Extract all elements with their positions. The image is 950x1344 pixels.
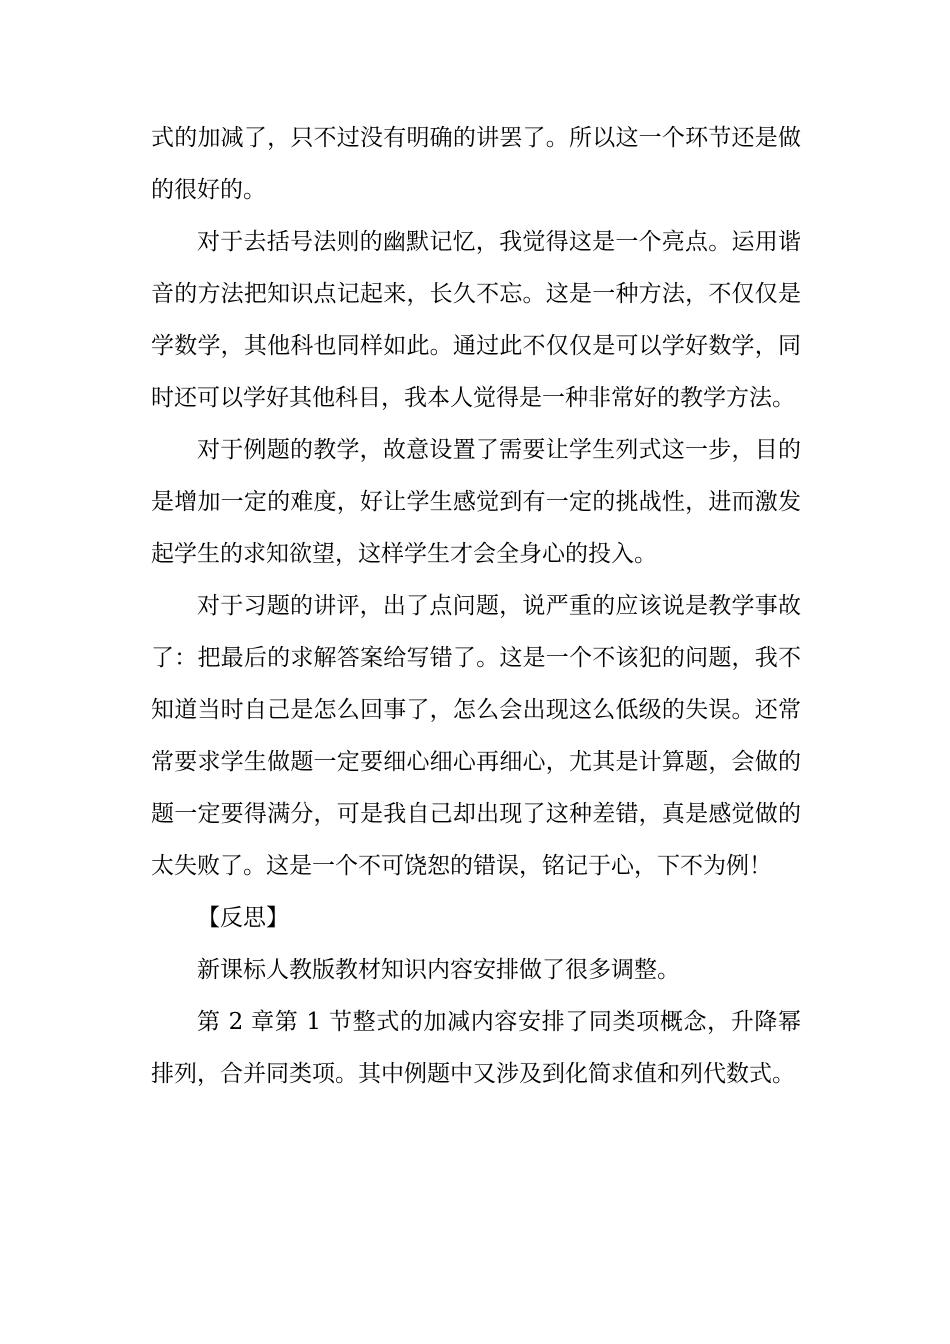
paragraph-bracket-rule-memory: 对于去括号法则的幽默记忆，我觉得这是一个亮点。运用谐音的方法把知识点记起来，长久不忘。这是一种方法，不仅仅是学数学，其他科也同样如此。通过此不仅仅是可以学好数学，同时还可以学好其他科目，我本人觉得是一种非常好的教学方法。 (151, 229, 801, 411)
document-body (151, 112, 801, 1100)
paragraph-chapter-content: 第 2 章第 1 节整式的加减内容安排了同类项概念，升降幂排列，合并同类项。其中例题中又涉及到化简求值和列代数式。 (151, 1009, 801, 1087)
section-heading-reflection: 【反思】 (197, 905, 289, 931)
paragraph-continuation: 式的加减了，只不过没有明确的讲罢了。所以这一个环节还是做的很好的。 (151, 125, 801, 203)
paragraph-example-teaching: 对于例题的教学，故意设置了需要让学生列式这一步，目的是增加一定的难度，好让学生感觉到有一定的挑战性，进而激发起学生的求知欲望，这样学生才会全身心的投入。 (151, 437, 801, 567)
paragraph-textbook-adjustment: 新课标人教版教材知识内容安排做了很多调整。 (197, 957, 680, 983)
paragraph-exercise-review: 对于习题的讲评，出了点问题，说严重的应该说是教学事故了：把最后的求解答案给写错了。这是一个不该犯的问题，我不知道当时自己是怎么回事了，怎么会出现这么低级的失误。还常常要求学生做题一定要细心细心再细心，尤其是计算题，会做的题一定要得满分，可是我自己却出现了这种差错，真是感觉做的太失败了。这是一个不可饶恕的错误，铭记于心，下不为例！ (151, 593, 801, 879)
